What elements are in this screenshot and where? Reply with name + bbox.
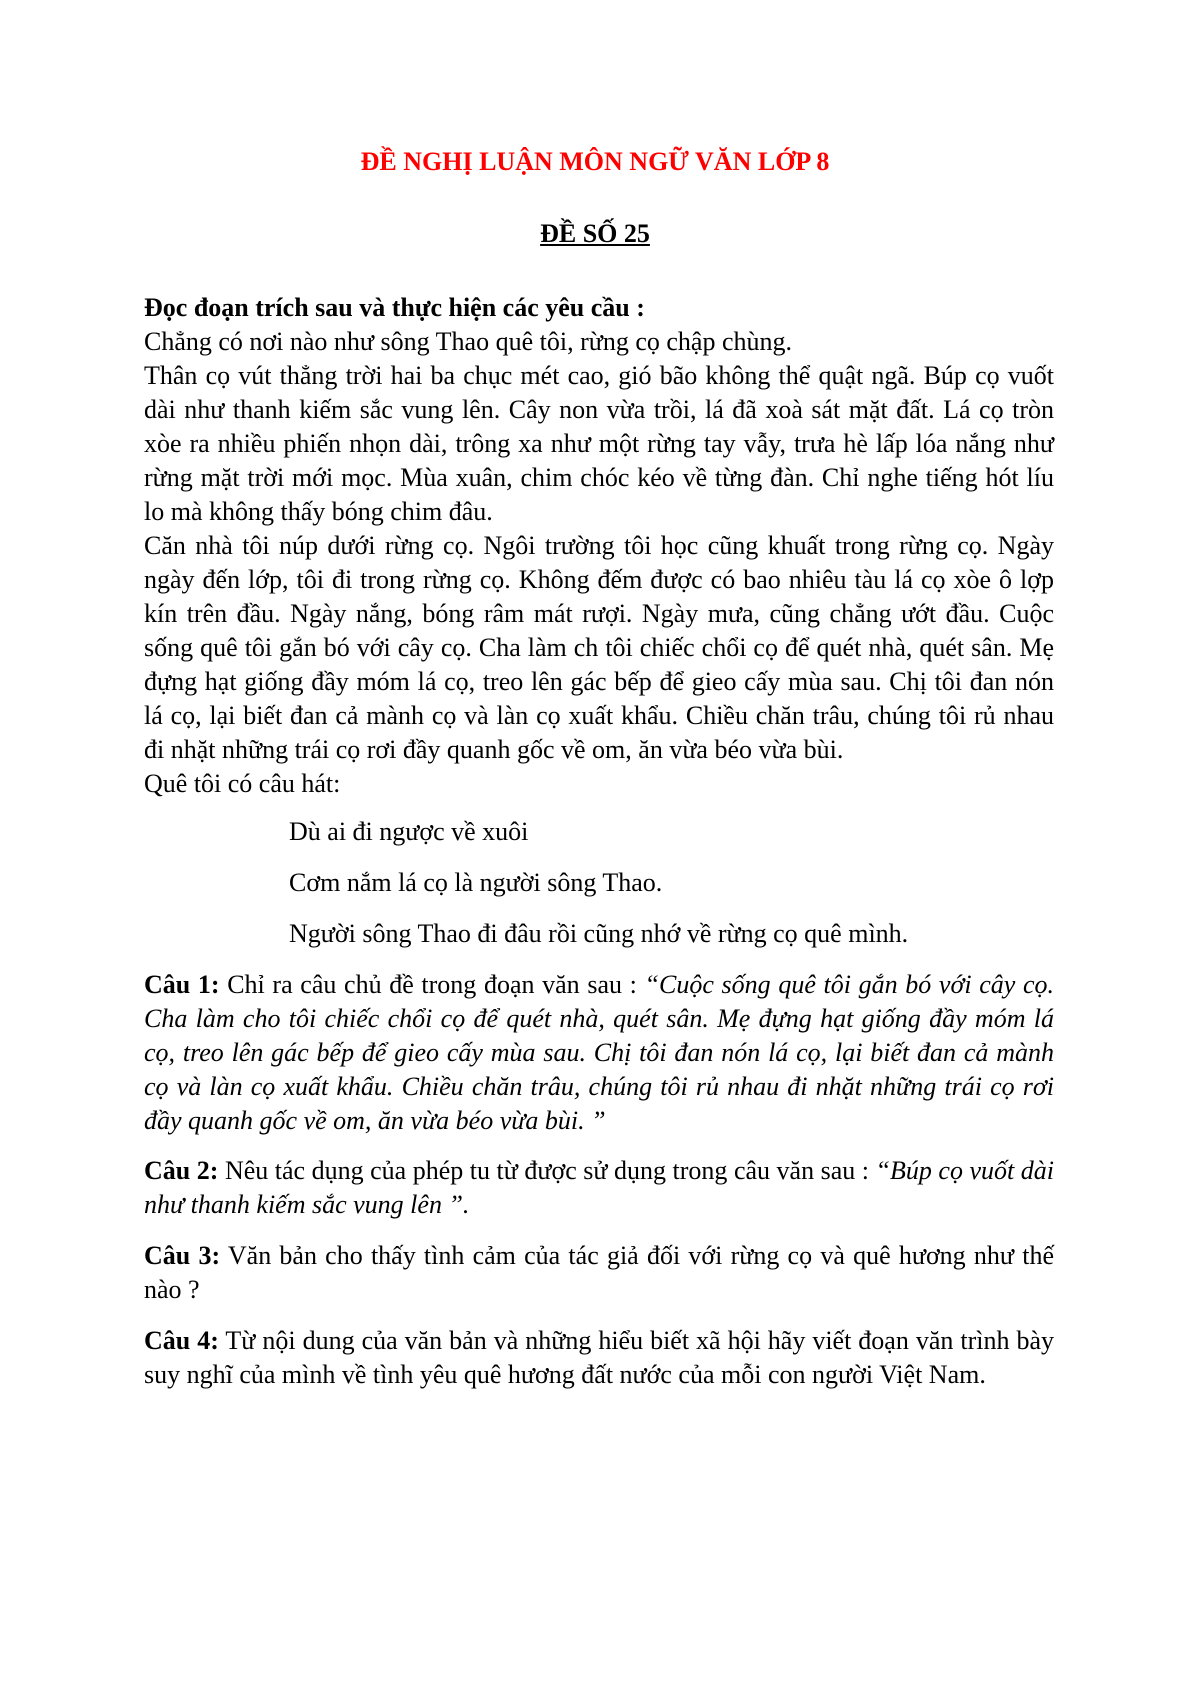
question-text: Chỉ ra câu chủ đề trong đoạn văn sau : <box>219 970 645 999</box>
verse-line: Người sông Thao đi đâu rồi cũng nhớ về rừng cọ quê mình. <box>289 919 909 948</box>
exam-number: ĐỀ SỐ 25 <box>540 219 650 248</box>
question-label: Câu 4: <box>144 1326 219 1355</box>
passage-instruction: Đọc đoạn trích sau và thực hiện các yêu cầu : <box>144 293 645 322</box>
document-body <box>144 291 1054 1392</box>
question-label: Câu 3: <box>144 1241 221 1270</box>
passage-paragraph: Thân cọ vút thẳng trời hai ba chục mét cao, gió bão không thể quật ngã. Búp cọ vuốt dài như thanh kiếm sắc vung lên. Cây non vừa trồi, lá đã xoà sát mặt đất. Lá cọ tròn xòe ra nhiều phiến nhọn dài, trông xa như một rừng tay vẫy, trưa hè lấp lóa nắng như rừng mặt trời mới mọc. Mùa xuân, chim chóc kéo về từng đàn. Chỉ nghe tiếng hót líu lo mà không thấy bóng chim đâu. <box>144 361 1054 526</box>
passage-paragraph: Quê tôi có câu hát: <box>144 769 341 798</box>
passage-paragraph: Chẳng có nơi nào như sông Thao quê tôi, rừng cọ chập chùng. <box>144 327 792 356</box>
verse-line: Cơm nắm lá cọ là người sông Thao. <box>289 868 663 897</box>
question-quote: “Cuộc sống quê tôi gắn bó với cây cọ. Cha làm cho tôi chiếc chổi cọ để quét nhà, quét sân. Mẹ đựng hạt giống đầy móm lá cọ, treo lên gác bếp để gieo cấy mùa sau. Chị tôi đan nón lá cọ, lại biết đan cả mành cọ và làn cọ xuất khẩu. Chiều chăn trâu, chúng tôi rủ nhau đi nhặt những trái cọ rơi đầy quanh gốc về om, ăn vừa béo vừa bùi. ” <box>144 970 1054 1135</box>
question-label: Câu 2: <box>144 1156 219 1185</box>
passage-paragraph: Căn nhà tôi núp dưới rừng cọ. Ngôi trường tôi học cũng khuất trong rừng cọ. Ngày ngày đến lớp, tôi đi trong rừng cọ. Không đếm được có bao nhiêu tàu lá cọ xòe ô lợp kín trên đầu. Ngày nắng, bóng râm mát rượi. Ngày mưa, cũng chẳng ướt đầu. Cuộc sống quê tôi gắn bó với cây cọ. Cha làm ch tôi chiếc chổi cọ để quét nhà, quét sân. Mẹ đựng hạt giống đầy móm lá cọ, treo lên gác bếp để gieo cấy mùa sau. Chị tôi đan nón lá cọ, lại biết đan cả mành cọ và làn cọ xuất khẩu. Chiều chăn trâu, chúng tôi rủ nhau đi nhặt những trái cọ rơi đầy quanh gốc về om, ăn vừa béo vừa bùi. <box>144 531 1054 764</box>
question-3 <box>144 1239 1054 1307</box>
document-title: ĐỀ NGHỊ LUẬN MÔN NGỮ VĂN LỚP 8 <box>360 147 830 176</box>
question-4 <box>144 1324 1054 1392</box>
question-text: Văn bản cho thấy tình cảm của tác giả đối với rừng cọ và quê hương như thế nào ? <box>144 1241 1054 1304</box>
question-1 <box>144 968 1054 1138</box>
verse-line: Dù ai đi ngược về xuôi <box>289 817 529 846</box>
question-quote: “Búp cọ vuốt dài như thanh kiếm sắc vung lên ”. <box>144 1156 1054 1219</box>
question-text: Nêu tác dụng của phép tu từ được sử dụng trong câu văn sau : <box>218 1156 876 1185</box>
question-label: Câu 1: <box>144 970 220 999</box>
question-text: Từ nội dung của văn bản và những hiểu biết xã hội hãy viết đoạn văn trình bày suy nghĩ của mình về tình yêu quê hương đất nước của mỗi con người Việt Nam. <box>144 1326 1054 1389</box>
question-2 <box>144 1154 1054 1222</box>
